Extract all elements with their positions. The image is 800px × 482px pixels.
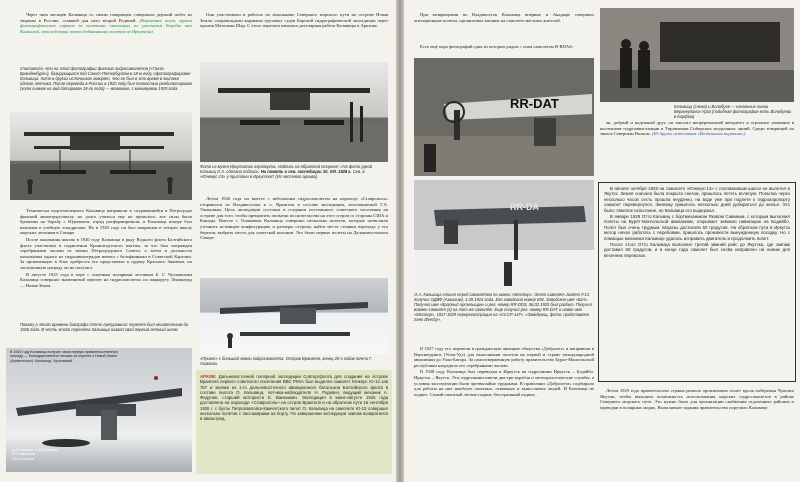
col3-sub-paragraph: Есть ещё пара фотографий одна из которых рядом с этим самолетом R-RDAS: xyxy=(420,44,574,49)
plane-registration-code: RR-DAT xyxy=(510,96,559,111)
intro-green-note: (Вероятнее всего, группа фотографических справок за полетами описанных по рассказам Бороды тех Камышей, впоследствии почти добавлявших полетов из Иркутска) xyxy=(20,17,192,34)
col4-bottom: Летом 1929 года правительство страны решило организовать полет вдоль побережья Чукотки Якутии, чтобы выяснить возможность использования морских гидросамолетов в районе Северного морского пути. Это нужно было для организации снабжения отдаленных районов и проводки в полярных морях. Выполнение задания правительство поручило Кальвице. xyxy=(600,388,794,410)
photo-seaplane-pier xyxy=(200,62,388,162)
seaplane-pier-illustration xyxy=(200,62,388,162)
col4-blue-note: (Из других источников «Воздушным пиратом»). xyxy=(651,131,747,137)
caption-bottom-left-note: Покажу о этого времени биографа Отто Артуровича: перелет был неизвестным до 1926 года. В честь этого перелета Кальвица назвал свой первый летный шлем. xyxy=(20,322,188,332)
col3-top-paragraph: При возвращении во Владивосток Кальвица впервые в Анадыре совершил агитационные полеты, организовал катание на самолете местных жителей. xyxy=(414,12,594,23)
photo-caption-overlay: В 1925 году Кальвица получил свою первую правительственную награду — благодарственное письмо за перелет к Новой Земле (Архангельск): Кальвица, Чухновский. xyxy=(10,350,118,363)
photo-plane-snow-camp xyxy=(200,278,388,354)
photo-rr-dat-plane xyxy=(414,58,594,176)
snow-camp-illustration xyxy=(200,278,388,354)
intro-paragraph: Через пять месяцев Кальвица со своим товарищем совершала дерзкий побег из тюрьмы в Россию, ставшей для него второй Родиной. (Вероятнее всего, группа фотографических справок за полетами описанных по рассказам Бороды тех Камышей, впоследствии почти добавлявших полетов из Иркутска) xyxy=(20,12,192,34)
page-gutter xyxy=(396,0,404,482)
photo-plane-on-ice xyxy=(6,348,192,472)
caption-top-left: Считается, что на этой фотографии финских гидросамолетов («Ганза-Бранденбург»), базирующихся под Санкт-Петербургом в 18-м году, сфотографирован Кальвица. Хотя в других источниках говорят, что он был в это время в экипаже одного летчика. После перевода в Россию в 1920 году был полностью реабилитирован (хотя снимок на вид датирован 18-го года) — возможно, с минимумом 1929 года. xyxy=(20,66,193,91)
caption-col2-bottom: «Принт» с большой земли гидросамолета. Остров Врангеля, конец 20-х годов почти Г. Ушакова. xyxy=(200,356,373,366)
caption-top-right: Кальвица (слева) и Волобуев — начальник линии Верхнеудинск-Урга (подобная фотография есть Волобуева в Корфою) xyxy=(674,104,791,119)
rr-dat-illustration xyxy=(414,58,594,176)
col4-body: В начале октября 1928 на самолете «Юнкерс-13» с поплавковым шасси он вылетел в Якутск. Земля сначала была покрыта снегом, пришлось лететь вслепую. Попытка через несколько часов сесть прошла неудачно, на воде уже при подлете к гидроаэропорту самолет перевернулся. Экипажу пришлось несколько дней добираться до жилья. Это было тяжелое испытание, но Кальвица его выдержал. В январе 1929 Отто Кальвиц с бортмехаником Яковом Савиным, с которым выполнил полеты на Бурят-Монгольской авиалинии, открывает зимнюю навигацию на Бодайбо. Полет был очень трудным. Морозы достигали 50 градусов. На обратном пути в Иркутск мотор начал работать с перебоями, пришлось произвести вынужденную посадку. Но с помощью механика Кальвице удалось исправить двигатель и продолжить полет. После этого Отто Кальвица выполнил третий зимний рейс до Якутска, где экипаж доставил 60 градусов, и в конце года самолет был снова направлен на линию для весенних перевозок. xyxy=(604,186,790,258)
archive-text: АРХИВ: Дальневосточной полярной экспедиции Совторгфлота для создания на острове Врангеля первого советского поселения ВВС РККА был выделен самолет Юнкерс Ю-13 зав 767 и экипаж из 1-го дальневосточного авиационного батальона Балтийского флота в составе пилота О. Кальвица, летчика-наблюдателя Н. Родевич, ведущий механик А. Федулин, старший мотористи Е. Ванюшкин. Экспедиция в июне-августе 1926 года доставлена на пароходе «Ставрополь» на остров Врангеля и на обратном пути 16 сентября 1926 г. с бухты Петропавловск-Камчатского пилот О. Кальвица на самолете Ю-13 совершил несколько полетов с пассажирами на борту. По завершении экспедиции экипаж возвратился в авиаотряд. xyxy=(200,374,388,422)
mostor-illustration xyxy=(414,180,594,290)
two-men-illustration xyxy=(600,8,794,102)
col3-body: В 1927 году его перевели в гражданскую авиацию общества «Добролет» и направили в Верхнеудинск (Улан-Удэ) для выполнения полетов на первой в стране международной авиалинии до Улан-Батора. За самоотверженную работу правительство Бурят-Монгольской республики наградило его серебряными часами. В 1928 году Кальвица был переведен в Иркутск на гидролинии Иркутск – Бодайбо, Иркутск – Якутск. Эти гидролинии имели два-три корабля и метеорологические службы, а условия эксплуатации были чрезвычайно трудными. В правлении «Добролета» подбирали для работы на них наиболее опытных, отважных и выносливых людей. И Кальвица не подвел. Самый опытный летчик-подвиг, бесстрашный подвиг... xyxy=(414,346,594,397)
photo-seaplanes-snow xyxy=(10,112,192,200)
archive-label: АРХИВ: xyxy=(200,374,217,379)
col2-top-paragraph: Они участвовали в работах по изысканию Северного морского пути на острове Новая Земля, сопровождали караваны грузовых судов Карской гидрографической экспедиции через пролив Маточкин Шар. С этого перелета началась регулярная работа Кальвицы в Арктике. xyxy=(200,12,388,29)
seaplane-illustration xyxy=(10,112,192,200)
col4-top-body: ак, добрый и надежный друг, он заносил непререкаемый авторитет и огромное уважение в коллективе гидроавиастанции в Управлении Сибирских воздушных линий. Среди товарищей он звался Северным Волком. (Из других источников «Воздушным пиратом»). xyxy=(600,120,794,137)
left-column-body: Технически подготовленного Кальвица направили в создававшийся в Петрограде финский авиаотряд-школу, но долго учиться ему не пришлось: все силы были брошены на борьбу с Юденичем, отряд расформировали, и Кальвица вскоре был назначен в учебную эскадрилью. Но в 1920 году он был направлен в летную школу морских летчиков в Самаре. После окончания школы в 1920 году Кальвица в ряду Водного флота Балтийского флота участвовал в подавлении Кронштадтского мятежа, за что был награжден серебряными часами от имени Петроградского Совета, а затем в должности начальника одного из гидроавиаотрядов воевал с белофиннами в Советской Карелии. За проявленную в боях храбрость его представили к ордену Красного Знамени, но заслуженную награду он не получил. В августе 1925 года в паре с опытным полярным летчиком Б. Г. Чухновским Кальвица совершил знаменитый перелет на гидросамолетах по маршруту Ленинград — Новая Земля. xyxy=(20,208,192,288)
photo-two-men-plane xyxy=(600,8,794,102)
plane-registration-code-2: RR-DA xyxy=(510,202,539,212)
photo-crew-names: А.Д.Сапаров, А.А.Калавица Е.Н.Кирсанов Р.А.Литвинов xyxy=(12,448,59,461)
col2-body: Летом 1926 года он вместе с небольшим гидросамолетом на пароходе «Ставрополь» отправился из Владивостока к о. Врангеля в составе экспедиции, возглавляемой Г.А. Ушаковым. Цель экспедиции состояла в создании постоянного советского поселения на острове для того, чтобы прекратить попытки посягательства на этот остров со стороны США и Канады. Вместе с Ушаковым Кальвица совершил несколько полетов, которые позволили уточнить истинную конфигурацию и размеры острова, найти места стоянки парохода у его берегов, выбрать место для советской колонии. Это были первые полеты на Дальневосточном Севере. xyxy=(200,196,388,241)
caption-col2-mid: Фото из музея Иркутского аэропорта. Надпись на обратной стороне: «На фото рукой Кальвиц О.А. сделана подпись: На память о сев. экспедиции 10. VIII. 1928 г. Сев. в «Юнкерс-13» у пристани в Иркутске? (Из частного архива). xyxy=(200,164,373,179)
caption-col3-mid: О.А. Кальвица стоит перед самолётом по имени «Мостор». Этот самолёт Junkers F.13 получил ОДВФ (Авиахим), 1.09.1924 года. Его заводской номер 692. Заводское имя «Бгл». Получил имя «Красный артельщик» и рег. номер RR-DDS, 06.02.1925 был разбит. Получил взамен самолёт (к) на тот же самолёт. Еще получил рег. номер RR-DAT и новое имя «Мостор». 1927-1929 перерегистрация на «СССР-147». «Заведующ. фото: представлен Sven Øverby». xyxy=(414,292,592,322)
right-page xyxy=(404,0,800,482)
left-page xyxy=(0,0,396,482)
photo-mostor-plane xyxy=(414,180,594,290)
